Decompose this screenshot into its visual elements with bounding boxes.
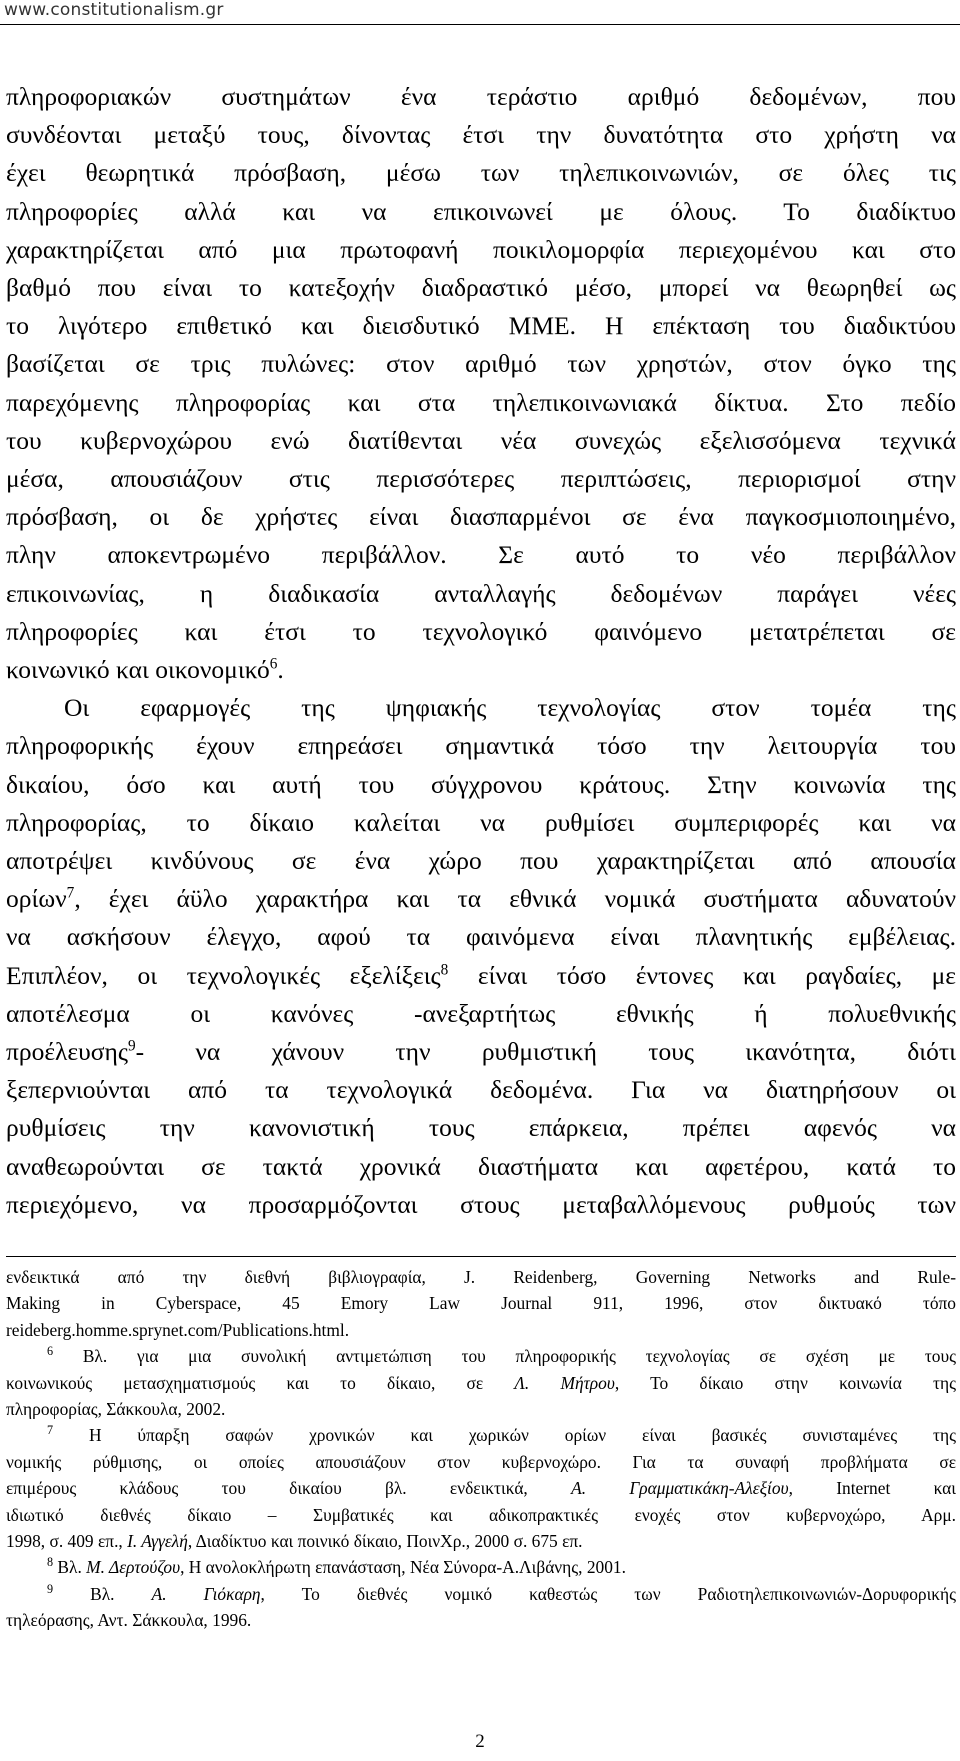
text-fragment: . (277, 655, 284, 685)
text-line: πληροφορίες αλλά και να επικοινωνεί με όλους. Το διαδίκτυο (6, 196, 956, 226)
text-fragment: ορίων (6, 884, 67, 914)
footnote-number: 8 (47, 1555, 54, 1570)
text-line (6, 957, 956, 995)
footnote-line (6, 1581, 956, 1607)
footnote-line: reideberg.homme.sprynet.com/Publications.html. (6, 1319, 350, 1340)
main-text (6, 78, 956, 1224)
author-name: Λ. Μήτρου (514, 1372, 615, 1393)
footnote-8 (6, 1554, 956, 1580)
footnote-line: ιδιωτικό διεθνές δίκαιο – Συμβατικές και αδικοπρακτικές ενοχές στον κυβερνοχώρο, Αρμ. (6, 1504, 956, 1525)
text-line: επικοινωνίας, η διαδικασία ανταλλαγής δεδομένων παράγει νέες (6, 578, 956, 608)
footnotes (6, 1264, 956, 1634)
text-fragment: , Διαδίκτυο και ποινικό δίκαιο, ΠοινΧρ., 2000 σ. 675 επ. (187, 1531, 583, 1552)
footnote-line (6, 1422, 956, 1448)
text-fragment: κοινωνικούς μετασχηματισμούς και το δίκαιο, σε (6, 1372, 515, 1393)
author-name: Μ. Δερτούζου (86, 1557, 181, 1578)
header-url: www.constitutionalism.gr (4, 0, 224, 20)
text-line: πληροφορίες και έτσι το τεχνολογικό φαινόμενο μετατρέπεται σε (6, 616, 956, 646)
footnote-divider (6, 1256, 956, 1257)
text-fragment: προέλευσης (6, 1037, 128, 1067)
text-fragment: - να χάνουν την ρυθμιστική τους ικανότητα, διότι (135, 1037, 956, 1067)
text-line: αναθεωρούνται σε τακτά χρονικά διαστήματα και αφετέρου, κατά το (6, 1151, 956, 1181)
text-line: παρεχόμενης πληροφορίας και στα τηλεπικοινωνιακά δίκτυα. Στο πεδίο (6, 387, 956, 417)
text-line: βασίζεται σε τρις πυλώνες: στον αριθμό των χρηστών, στον όγκο της (6, 349, 956, 379)
text-line: να ασκήσουν έλεγχο, αφού τα φαινόμενα είναι πλανητικής εμβέλειας. (6, 922, 956, 952)
text-line: ρυθμίσεις την κανονιστική τους επάρκεια, πρέπει αφενός να (6, 1113, 956, 1143)
footnote-line: πληροφορίας, Σάκκουλα, 2002. (6, 1399, 226, 1420)
footnote-line (6, 1343, 956, 1369)
footnote-9 (6, 1581, 956, 1634)
text-line: περιεχόμενο, να προσαρμόζονται στους μεταβαλλόμενους ρυθμούς των (6, 1189, 956, 1219)
text-fragment: , Η ανολοκλήρωτη επανάσταση, Νέα Σύνορα-Α.Λιβάνης, 2001. (180, 1557, 626, 1578)
author-name: Α. Γιόκαρη (151, 1583, 261, 1604)
footnote-line (6, 1554, 956, 1580)
footnote-number: 9 (47, 1582, 54, 1597)
text-line: ξεπερνιούνται από τα τεχνολογικά δεδομένα. Για να διατηρήσουν οι (6, 1075, 956, 1105)
footnote-ref-7[interactable]: 7 (66, 884, 75, 902)
text-line: πληροφορίας, το δίκαιο καλείται να ρυθμίσει συμπεριφορές και να (6, 807, 956, 837)
footnote-number: 7 (47, 1423, 54, 1438)
text-fragment: Η ύπαρξη σαφών χρονικών και χωρικών ορίων είναι βασικές συνισταμένες της (53, 1425, 956, 1446)
text-line (6, 880, 956, 918)
text-line: πλην αποκεντρωμένο περιβάλλον. Σε αυτό το νέο περιβάλλον (6, 540, 956, 570)
text-line: συνδέονται μεταξύ τους, δίνοντας έτσι την δυνατότητα στο χρήστη να (6, 120, 956, 150)
text-fragment: , Internet και (788, 1478, 956, 1499)
header-divider (0, 24, 960, 25)
text-line: αποτρέψει κινδύνους σε ένα χώρο που χαρακτηρίζεται από απουσία (6, 846, 956, 876)
footnote-line: Making in Cyberspace, 45 Emory Law Journal 911, 1996, στον δικτυακό τόπο (6, 1293, 956, 1314)
footnote-line (6, 1528, 956, 1554)
text-line: χαρακτηρίζεται από μια πρωτοφανή ποικιλομορφία περιεχομένου και στο (6, 234, 956, 264)
text-line: βαθμό που είναι το κατεξοχήν διαδραστικό μέσο, μπορεί να θεωρηθεί ως (6, 273, 956, 303)
paragraph-1 (6, 78, 956, 689)
paragraph-2 (6, 689, 956, 1224)
text-line (6, 651, 956, 689)
text-fragment: Βλ. για μια συνολική αντιμετώπιση του πληροφορικής τεχνολογίας σε σχέση με τους (53, 1346, 956, 1367)
author-name: Ι. Αγγελή (127, 1531, 188, 1552)
text-fragment: , Το διεθνές νομικό καθεστώς των Ραδιοτηλεπικοινωνιών-Δορυφορικής (260, 1583, 956, 1604)
footnote-continuation (6, 1264, 956, 1343)
text-line: το λιγότερο επιθετικό και διεισδυτικό ΜΜΕ. Η επέκταση του διαδικτύου (6, 311, 956, 341)
text-line: μέσα, απουσιάζουν στις περισσότερες περιπτώσεις, περιορισμοί στην (6, 464, 956, 494)
text-line (6, 1033, 956, 1071)
text-line: δικαίου, όσο και αυτή του σύγχρονου κράτους. Στην κοινωνία της (6, 769, 956, 799)
page-number: 2 (475, 1731, 485, 1752)
text-fragment: 1998, σ. 409 επ., (6, 1531, 128, 1552)
footnote-ref-8[interactable]: 8 (440, 961, 449, 979)
text-fragment: , Το δίκαιο στην κοινωνία της (614, 1372, 956, 1393)
footnote-6 (6, 1343, 956, 1422)
footnote-ref-9[interactable]: 9 (127, 1037, 136, 1055)
text-fragment: Επιπλέον, οι τεχνολογικές εξελίξεις (6, 960, 441, 990)
text-fragment: , έχει άϋλο χαρακτήρα και τα εθνικά νομικά συστήματα αδυνατούν (74, 884, 956, 914)
footnote-number: 6 (47, 1344, 54, 1359)
text-line: Οι εφαρμογές της ψηφιακής τεχνολογίας στον τομέα της (64, 693, 956, 723)
footnote-line (6, 1475, 956, 1501)
footnote-line (6, 1370, 956, 1396)
text-fragment: Βλ. (53, 1583, 152, 1604)
text-line: πληροφοριακών συστημάτων ένα τεράστιο αριθμό δεδομένων, που (6, 82, 956, 111)
text-fragment: είναι τόσο έντονες και ραγδαίες, με (448, 960, 956, 990)
author-name: Α. Γραμματικάκη-Αλεξίου (571, 1478, 789, 1499)
text-fragment: κοινωνικό και οικονομικό (6, 655, 270, 685)
text-fragment: Βλ. (53, 1557, 87, 1578)
text-line: αποτέλεσμα οι κανόνες -ανεξαρτήτως εθνικής ή πολυεθνικής (6, 998, 956, 1028)
footnote-line: ενδεικτικά από την διεθνή βιβλιογραφία, J. Reidenberg, Governing Networks and Rule- (6, 1267, 956, 1287)
footnote-7 (6, 1422, 956, 1554)
text-line: έχει θεωρητικά πρόσβαση, μέσω των τηλεπικοινωνιών, σε όλες τις (6, 158, 956, 188)
text-line: πληροφορικής έχουν επηρεάσει σημαντικά τόσο την λειτουργία του (6, 731, 956, 761)
footnote-line: νομικής ρύθμισης, οι οποίες απουσιάζουν στον κυβερνοχώρο. Για τα συναφή προβλήματα σε (6, 1451, 956, 1472)
footnote-line: τηλεόρασης, Αντ. Σάκκουλα, 1996. (6, 1610, 252, 1631)
text-fragment: επιμέρους κλάδους του δικαίου βλ. ενδεικτικά, (6, 1478, 572, 1499)
text-line: πρόσβαση, οι δε χρήστες είναι διασπαρμένοι σε ένα παγκοσμιοποιημένο, (6, 502, 956, 532)
footnote-ref-6[interactable]: 6 (269, 655, 278, 673)
text-line: του κυβερνοχώρου ενώ διατίθενται νέα συνεχώς εξελισσόμενα τεχνικά (6, 425, 956, 455)
